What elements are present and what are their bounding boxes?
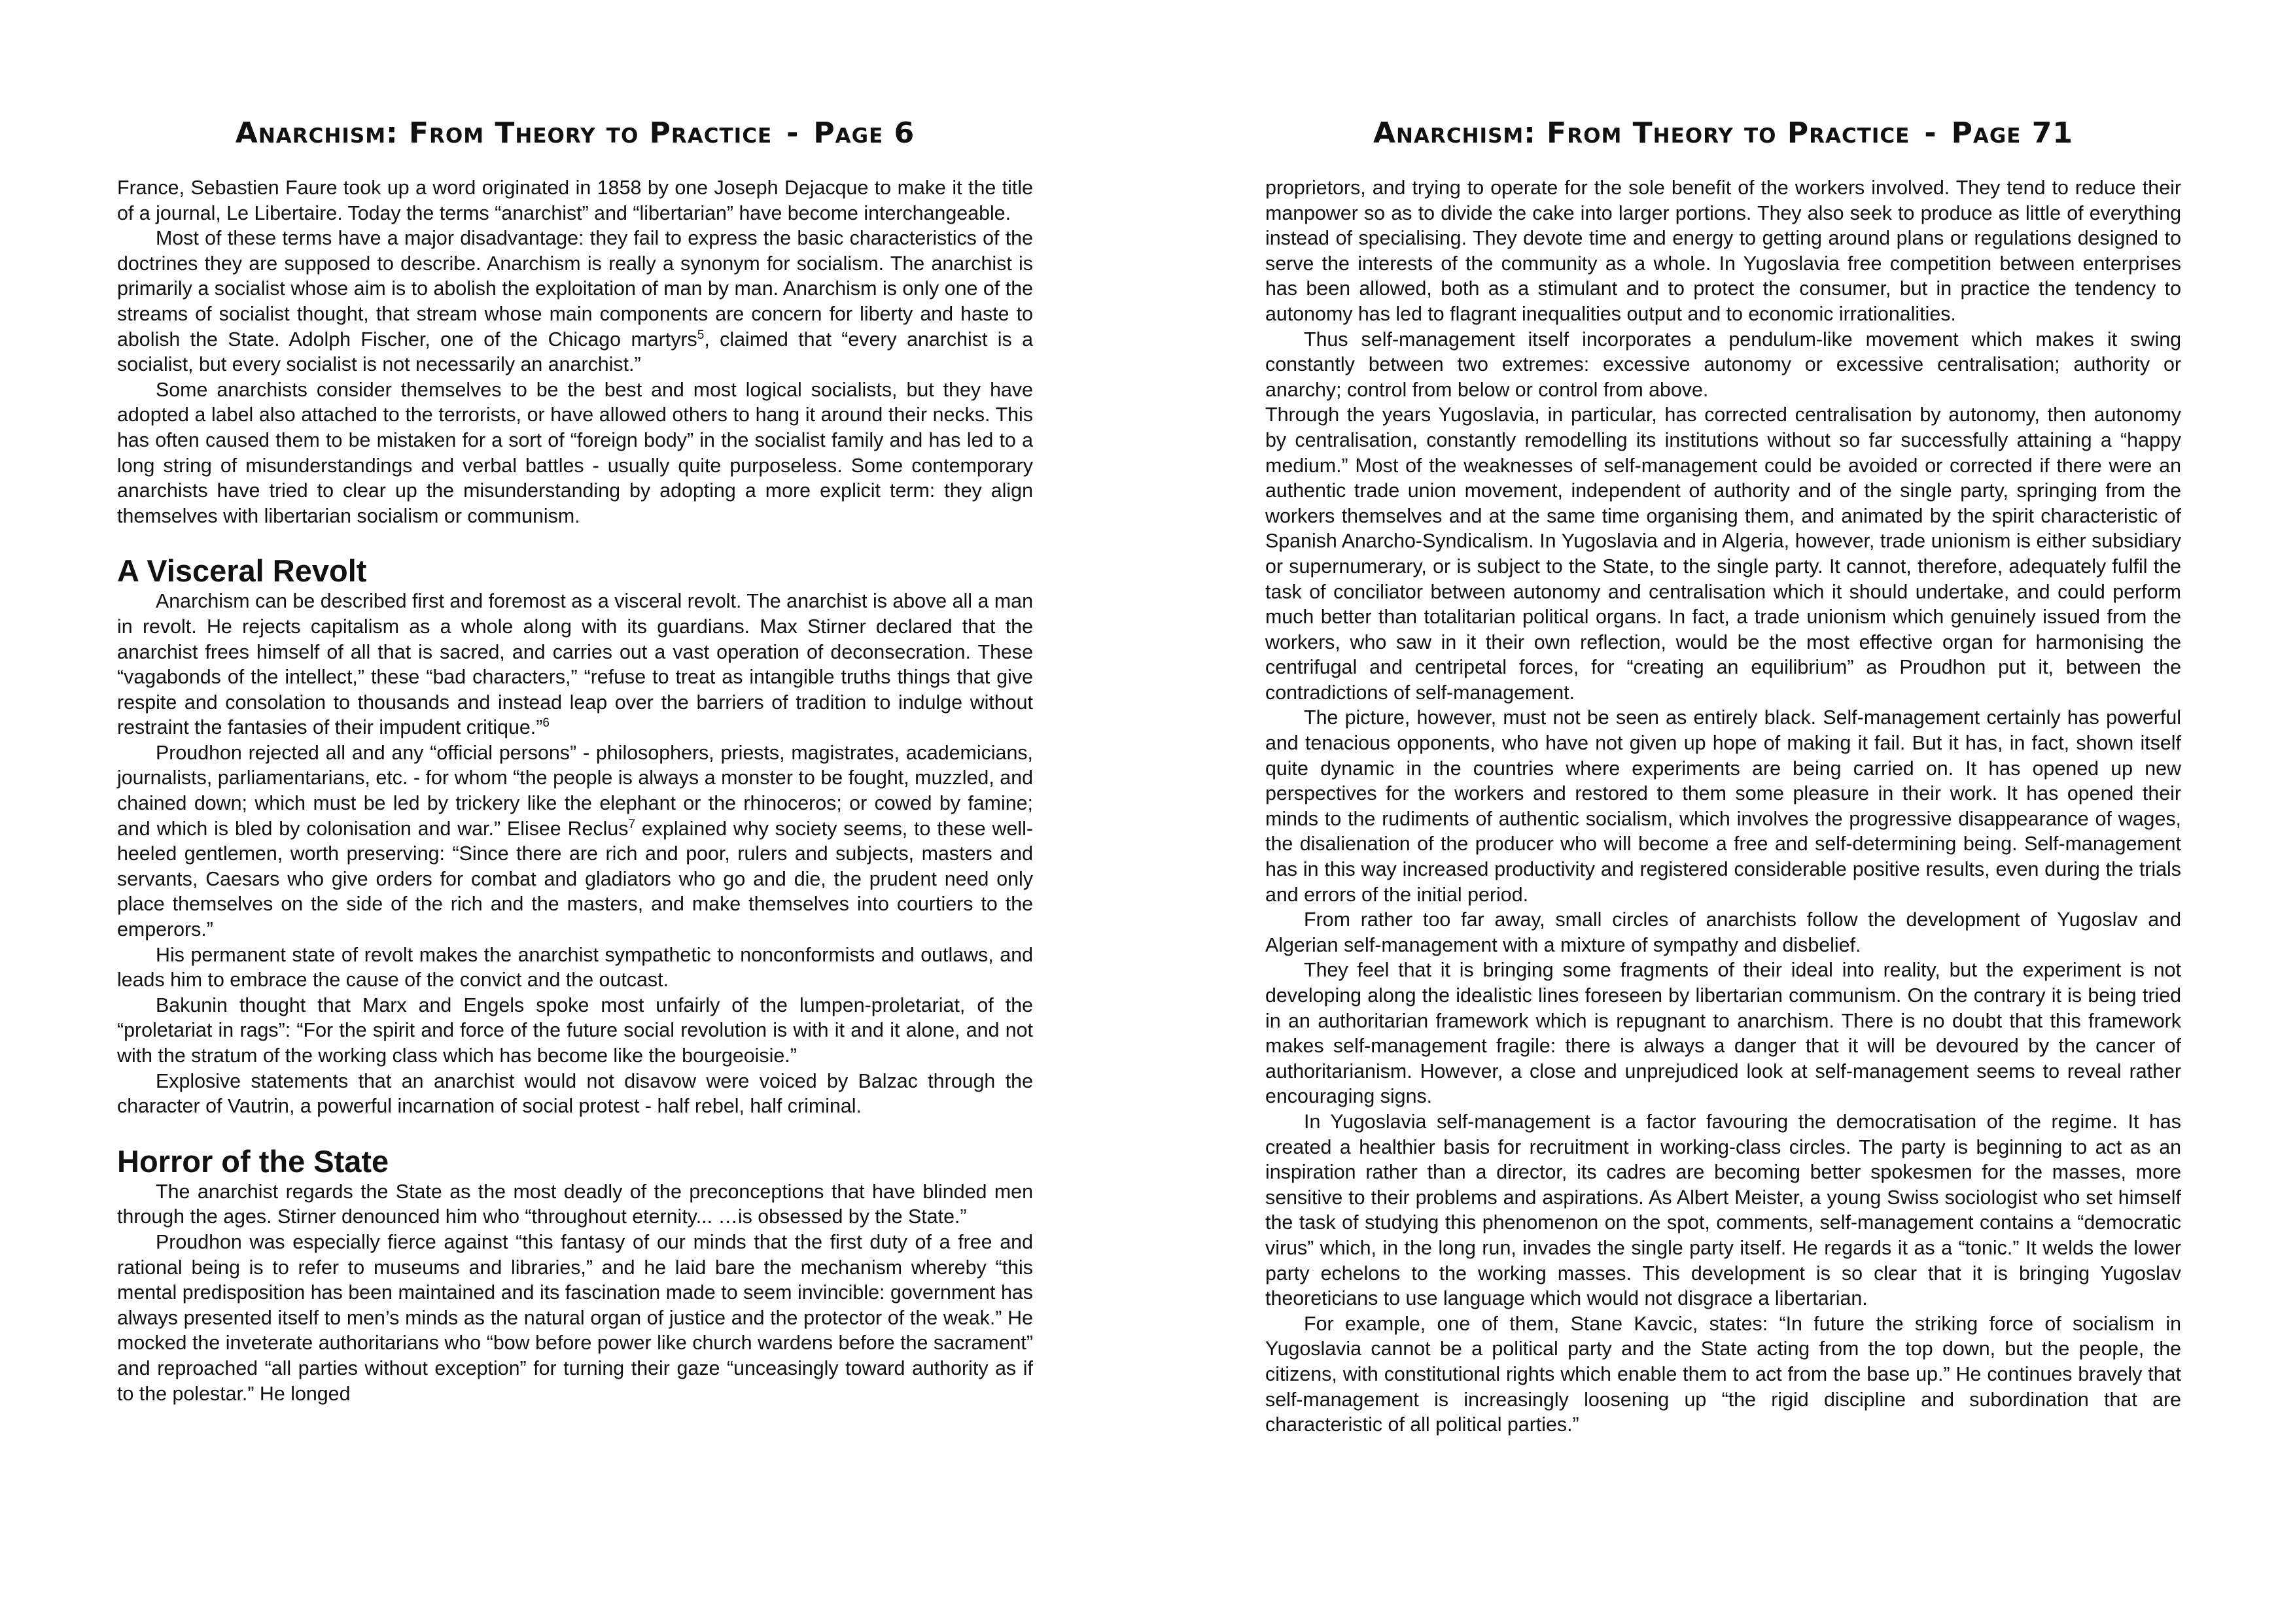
- paragraph: Thus self-management itself incorporates a pendulum-like movement which makes it swing constantly between two extremes: excessive autonomy or excessive centralisation; authority or anarchy; control from below or control from above.: [1265, 328, 2181, 401]
- paragraph: Explosive statements that an anarchist would not disavow were voiced by Balzac through the character of Vautrin, a powerful incarnation of social protest - half rebel, half criminal.: [117, 1069, 1033, 1118]
- left-header-page-label: Page 6: [813, 116, 915, 150]
- left-page: [117, 0, 1033, 1624]
- footnote-ref: 7: [628, 817, 636, 831]
- section-heading-horror-of-the-state: Horror of the State: [117, 1143, 389, 1179]
- left-body-text: [117, 175, 1033, 1406]
- right-header-page-label: Page 71: [1951, 116, 2074, 150]
- left-header-title: Anarchism: From Theory to Practice: [235, 116, 773, 150]
- right-header-separator: -: [1924, 116, 1937, 150]
- paragraph: proprietors, and trying to operate for the sole benefit of the workers involved. They tend to reduce their manpower so as to divide the cake into larger portions. They also seek to produce as little of everything instead of specialising. They devote time and energy to getting around plans or regulations designed to serve the interests of the community as a whole. In Yugoslavia free competition between enterprises has been allowed, both as a stimulant and to protect the consumer, but in practice the tendency to autonomy has led to flagrant inequalities output and to economic irrationalities.: [1265, 177, 2181, 325]
- paragraph: Anarchism can be described first and foremost as a visceral revolt. The anarchist is above all a man in revolt. He rejects capitalism as a whole along with its guardians. Max Stirner declared that the anarchist frees himself of all that is sacred, and carries out a vast operation of deconsecration. These “vagabonds of the intellect,” these “bad characters,” “refuse to treat as intangible truths things that give respite and consolation to thousands and instead leap over the barriers of tradition to indulge without restraint the fantasies of their impudent critique.”$^6$: [117, 590, 1033, 739]
- right-header-title: Anarchism: From Theory to Practice: [1373, 116, 1910, 150]
- footnote-ref: 6: [542, 716, 550, 731]
- paragraph: They feel that it is bringing some fragments of their ideal into reality, but the experiment is not developing along the idealistic lines foreseen by libertarian communism. On the contrary it is being tried in an authoritarian framework which is repugnant to anarchism. There is no doubt that this framework makes self-management fragile: there is always a danger that it will be devoured by the cancer of authoritarianism. However, a close and unprejudiced look at self-management seems to reveal rather encouraging signs.: [1265, 959, 2181, 1108]
- paragraph: For example, one of them, Stane Kavcic, states: “In future the striking force of socialism in Yugoslavia cannot be a political party and the State acting from the top down, but the people, the citizens, with constitutional rights which enable them to act from the base up.” He continues bravely that self-management is increasingly loosening up “the rigid discipline and subordination that are characteristic of all political parties.”: [1265, 1312, 2181, 1436]
- paragraph: The anarchist regards the State as the most deadly of the preconceptions that have blinded men through the ages. Stirner denounced him who “throughout eternity... …is obsessed by the State.”: [117, 1180, 1033, 1228]
- footnote-ref: 5: [697, 328, 705, 342]
- paragraph: In Yugoslavia self-management is a factor favouring the democratisation of the regime. It has created a healthier basis for recruitment in working-class circles. The party is beginning to act as an inspiration rather than a director, its cadres are becoming better spokesmen for the masses, more sensitive to their problems and aspirations. As Albert Meister, a young Swiss sociologist who set himself the task of studying this phenomenon on the spot, comments, self-management contains a “democratic virus” which, in the long run, invades the single party itself. He regards it as a “tonic.” It welds the lower party echelons to the working masses. This development is so clear that it is bringing Yugoslav theoreticians to use language which would not disgrace a libertarian.: [1265, 1110, 2181, 1310]
- paragraph: Through the years Yugoslavia, in particular, has corrected centralisation by autonomy, then autonomy by centralisation, constantly remodelling its institutions without so far successfully attaining a “happy medium.” Most of the weaknesses of self-management could be avoided or corrected if there were an authentic trade union movement, independent of authority and of the single party, springing from the workers themselves and at the same time organising them, and animated by the spirit characteristic of Spanish Anarcho-Syndicalism. In Yugoslavia and in Algeria, however, trade unionism is either subsidiary or supernumerary, or is subject to the State, to the single party. It cannot, therefore, adequately fulfil the task of conciliator between autonomy and centralisation which it should undertake, and could perform much better than totalitarian political organs. In fact, a trade unionism which genuinely issued from the workers, who saw in it their own reflection, would be the most effective organ for harmonising the centrifugal and centripetal forces, for “creating an equilibrium” as Proudhon put it, between the contradictions of self-management.: [1265, 404, 2181, 704]
- right-running-head: [1265, 116, 2181, 169]
- right-page: [1265, 0, 2181, 1624]
- left-header-separator: -: [786, 116, 799, 150]
- paragraph: Most of these terms have a major disadvantage: they fail to express the basic characteristics of the doctrines they are supposed to describe. Anarchism is really a synonym for socialism. The anarchist is primarily a socialist whose aim is to abolish the exploitation of man by man. Anarchism is only one of the streams of socialist thought, that stream whose main components are concern for liberty and haste to abolish the State. Adolph Fischer, one of the Chicago martyrs$^5$, claimed that “every anarchist is a socialist, but every socialist is not necessarily an anarchist.”: [117, 227, 1033, 376]
- paragraph: France, Sebastien Faure took up a word originated in 1858 by one Joseph Dejacque to make it the title of a journal, Le Libertaire. Today the terms “anarchist” and “libertarian” have become interchangeable.: [117, 177, 1033, 224]
- paragraph: From rather too far away, small circles of anarchists follow the development of Yugoslav and Algerian self-management with a mixture of sympathy and disbelief.: [1265, 908, 2181, 956]
- left-running-head: [117, 116, 1033, 169]
- section-heading-visceral-revolt: A Visceral Revolt: [117, 553, 367, 589]
- paragraph: His permanent state of revolt makes the anarchist sympathetic to nonconformists and outlaws, and leads him to embrace the cause of the convict and the outcast.: [117, 943, 1033, 992]
- paragraph: Proudhon rejected all and any “official persons” - philosophers, priests, magistrates, academicians, journalists, parliamentarians, etc. - for whom “the people is always a monster to be fought, muzzled, and chained down; which must be led by trickery like the elephant or the rhinoceros; or cowed by famine; and which is bled by colonisation and war.” Elisee Reclus$^7$ explained why society seems, to these well-heeled gentlemen, worth preserving: “Since there are rich and poor, rulers and subjects, masters and servants, Caesars who give orders for combat and gladiators who go and die, the prudent need only place themselves on the side of the rich and the masters, and make themselves into courtiers to the emperors.”: [117, 741, 1033, 941]
- paragraph: Proudhon was especially fierce against “this fantasy of our minds that the first duty of a free and rational being is to refer to museums and libraries,” and he laid bare the mechanism whereby “this mental predisposition has been maintained and its fascination made to seem invincible: government has always presented itself to men’s minds as the natural organ of justice and the protector of the weak.” He mocked the inveterate authoritarians who “bow before power like church wardens before the sacrament” and reproached “all parties without exception” for turning their gaze “unceasingly toward authority as if to the polestar.” He longed: [117, 1230, 1033, 1405]
- right-body-text: [1265, 175, 2181, 1438]
- paragraph: The picture, however, must not be seen as entirely black. Self-management certainly has powerful and tenacious opponents, who have not given up hope of making it fail. But it has, in fact, shown itself quite dynamic in the countries where experiments are being carried on. It has opened up new perspectives for the workers and restored to them some pleasure in their work. It has opened their minds to the rudiments of authentic socialism, which involves the progressive disappearance of wages, the disalienation of the producer who will become a free and self-determining being. Self-management has in this way increased productivity and registered considerable positive results, even during the trials and errors of the initial period.: [1265, 706, 2181, 906]
- paragraph: Bakunin thought that Marx and Engels spoke most unfairly of the lumpen-proletariat, of the “proletariat in rags”: “For the spirit and force of the future social revolution is with it and it alone, and not with the stratum of the working class which has become like the bourgeoisie.”: [117, 993, 1033, 1067]
- paragraph: Some anarchists consider themselves to be the best and most logical socialists, but they have adopted a label also attached to the terrorists, or have allowed others to hang it around their necks. This has often caused them to be mistaken for a sort of “foreign body” in the socialist family and has led to a long string of misunderstandings and verbal battles - usually quite purposeless. Some contemporary anarchists have tried to clear up the misunderstanding by adopting a more explicit term: they align themselves with libertarian socialism or communism.: [117, 378, 1033, 527]
